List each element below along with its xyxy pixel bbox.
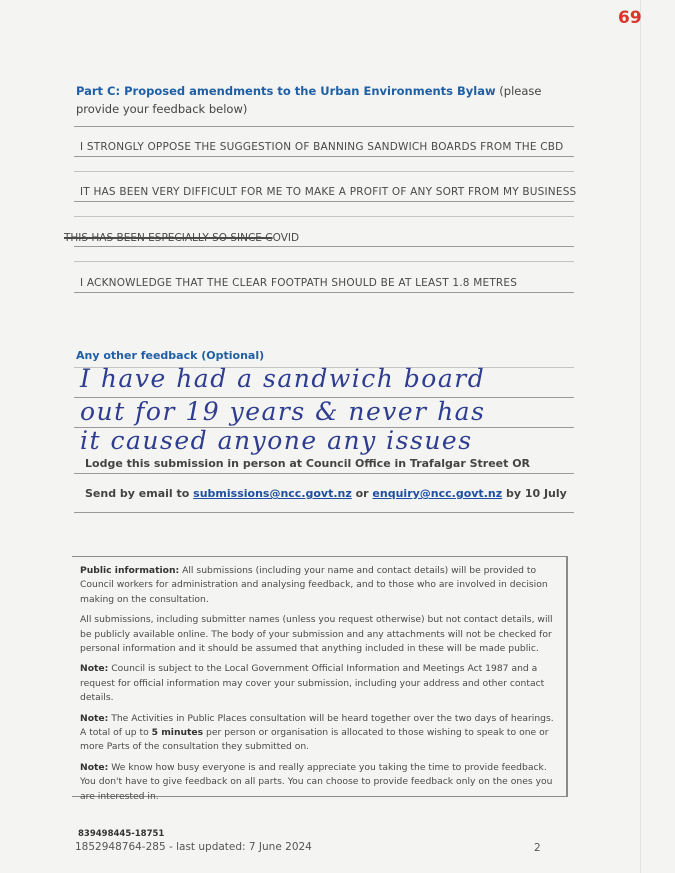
note-label: Note: [80,663,109,675]
handwritten-line-2: out for 19 years & never has [80,397,486,426]
part-c-heading [76,82,576,118]
submissions-email-link[interactable]: submissions@ncc.govt.nz [193,487,352,500]
answer-line [74,473,574,474]
appreciation-note [80,761,558,804]
other-feedback-heading: Any other feedback (Optional) [76,349,265,362]
email-connector: or [351,487,373,500]
note-text: The Activities in Public Places consultation will be heard together over the two days of hearings. A total of up to [80,712,554,739]
answer-line [74,126,574,127]
note-text: Council is subject to the Local Government Official Information and Meetings Act 1987 and a request for official information may cover your submission, including your address and other contact details. [80,663,545,704]
response-line-3 [64,232,299,244]
page-edge [640,0,641,873]
document-meta: 1852948764-285 - last updated: 7 June 2024 [75,841,312,853]
answer-line [74,171,574,172]
email-deadline: by 10 July [502,487,567,500]
answer-line [74,261,574,262]
response-line-3-rest: OVID [272,232,300,244]
response-line-2: IT HAS BEEN VERY DIFFICULT FOR ME TO MAKE A PROFIT OF ANY SORT FROM MY BUSINESS [80,186,577,198]
part-c-instruction: (please provide your feedback below) [76,84,542,116]
hearings-note [80,712,558,755]
response-line-4: I ACKNOWLEDGE THAT THE CLEAR FOOTPATH SHOULD BE AT LEAST 1.8 METRES [80,277,518,289]
note-text: per person or organisation is allocated to those wishing to speak to one or more Parts of the consultation they submitted on. [80,727,549,753]
handwritten-line-3: it caused anyone any issues [80,426,473,455]
answer-line [74,512,574,513]
email-prefix: Send by email to [85,487,194,500]
email-instruction [85,487,567,500]
note-label: Note: [80,712,109,724]
answer-line [74,246,574,247]
note-text: We know how busy everyone is and really appreciate you taking the time to provide feedback. You don't have to give feedback on all parts. You can choose to provide feedback only on the ones you are interested in. [80,761,553,802]
page-number: 2 [534,842,541,854]
answer-line [74,216,574,217]
answer-line [74,292,574,293]
public-information-paragraph [80,564,558,607]
submission-number-stamp: 69 [618,8,642,28]
public-information-label: Public information: [80,565,180,576]
answer-line [74,201,574,202]
enquiry-email-link[interactable]: enquiry@ncc.govt.nz [372,487,503,500]
part-c-title: Part C: Proposed amendments to the Urban Environments Bylaw [76,84,496,98]
online-availability-paragraph: All submissions, including submitter names (unless you request otherwise) but not contact details, will be publicly available online. The body of your submission and any attachments will not be checked for personal information and it should be assumed that anything included in these will be made public. [80,614,553,655]
public-information-text: All submissions (including your name and contact details) will be provided to Council workers for administration and analysing feedback, and to those who are involved in decision making on the consultation. [80,565,548,605]
lodge-instruction: Lodge this submission in person at Council Office in Trafalgar Street OR [85,457,531,470]
response-line-1: I STRONGLY OPPOSE THE SUGGESTION OF BANNING SANDWICH BOARDS FROM THE CBD [80,141,564,153]
public-information-box [72,556,568,802]
handwritten-line-1: I have had a sandwich board [80,364,486,393]
note-label: Note: [80,761,109,773]
struck-text: THIS HAS BEEN ESPECIALLY SO SINCE C [64,232,273,244]
answer-line [74,156,574,157]
document-id: 839498445-18751 [78,829,165,839]
official-information-note [80,662,558,705]
time-allocation: 5 minutes [151,727,204,739]
